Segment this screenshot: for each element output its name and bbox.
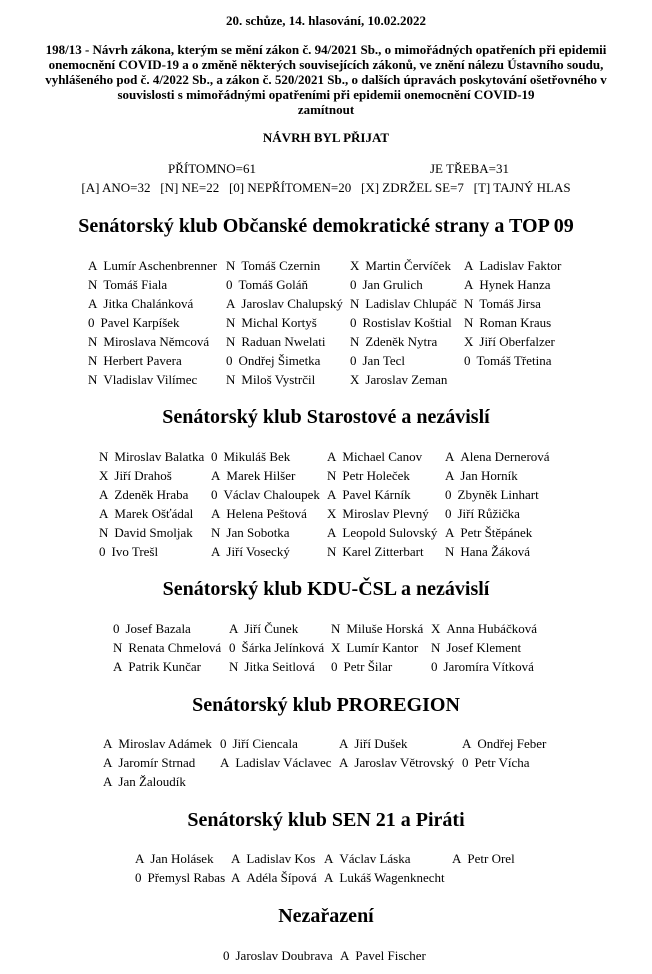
vote-code: A: [226, 296, 236, 311]
member-name: Michael Canov: [342, 449, 423, 464]
member-name: Michal Kortyš: [241, 315, 317, 330]
vote-code: A: [340, 948, 350, 963]
vote-code: A: [88, 296, 98, 311]
member-name: Miroslav Balatka: [114, 449, 205, 464]
session-header: 20. schůze, 14. hlasování, 10.02.2022: [225, 13, 427, 28]
member-name: Jiří Oberfalzer: [479, 334, 555, 349]
member-entry: [226, 334, 350, 353]
member-entry: [211, 487, 327, 506]
vote-code: 0: [226, 353, 233, 368]
member-name: Vladislav Vilímec: [103, 372, 198, 387]
member-name: Mikuláš Bek: [223, 449, 291, 464]
vote-code: X: [331, 640, 341, 655]
vote-code: N: [331, 621, 341, 636]
member-name: Karel Zitterbart: [342, 544, 424, 559]
member-entry: [211, 468, 327, 487]
member-name: Jan Sobotka: [226, 525, 290, 540]
member-entry: [88, 258, 226, 277]
member-name: Leopold Sulovský: [342, 525, 438, 540]
vote-code: X: [350, 372, 360, 387]
member-entry: [324, 851, 452, 870]
member-name: Josef Bazala: [125, 621, 191, 636]
member-entry: [113, 621, 229, 640]
vote-code: A: [464, 277, 474, 292]
member-entry: [350, 334, 464, 353]
member-entry: [99, 544, 211, 563]
member-name: Jan Horník: [460, 468, 518, 483]
vote-code: A: [231, 870, 241, 885]
motion-line: onemocnění COVID-19 a o změně některých souvisejících zákonů, ve znění nálezu Ústavního soudu,: [48, 57, 604, 72]
member-entry: [103, 755, 220, 774]
vote-code: A: [229, 621, 239, 636]
member-name: Jaroslav Chalupský: [241, 296, 343, 311]
member-entry: [445, 468, 555, 487]
member-entry: [350, 296, 464, 315]
member-name: Tomáš Třetina: [476, 353, 552, 368]
member-entry: [113, 659, 229, 678]
club-member-grid: [99, 449, 555, 563]
vote-code: A: [445, 525, 455, 540]
member-name: Ondřej Šimetka: [238, 353, 321, 368]
vote-code: A: [113, 659, 123, 674]
vote-tally: [A] ANO=32 [N] NE=22 [0] NEPŘÍTOMEN=20 [X] ZDRŽEL SE=7 [T] TAJNÝ HLAS: [81, 180, 571, 195]
member-name: Jan Holásek: [150, 851, 214, 866]
member-name: Miluše Horská: [346, 621, 424, 636]
vote-code: A: [445, 449, 455, 464]
club-title: Senátorský klub KDU-ČSL a nezávislí: [162, 578, 490, 600]
member-name: Jan Tecl: [362, 353, 406, 368]
member-entry: [99, 506, 211, 525]
member-entry: [226, 353, 350, 372]
member-name: Jitka Seitlová: [244, 659, 315, 674]
vote-code: A: [99, 487, 109, 502]
vote-code: A: [462, 736, 472, 751]
member-name: Pavel Karpíšek: [100, 315, 180, 330]
vote-code: N: [99, 449, 109, 464]
member-entry: [331, 640, 431, 659]
vote-code: N: [226, 258, 236, 273]
member-entry: [445, 449, 555, 468]
vote-code: A: [327, 487, 337, 502]
member-entry: [327, 468, 445, 487]
member-entry: [327, 525, 445, 544]
club-member-grid: [103, 736, 562, 793]
vote-code: A: [211, 468, 221, 483]
needed-count: JE TŘEBA=31: [430, 161, 509, 176]
member-name: Ivo Trešl: [111, 544, 159, 559]
member-entry: [88, 296, 226, 315]
vote-code: 0: [113, 621, 120, 636]
member-entry: [135, 851, 231, 870]
vote-code: N: [226, 315, 236, 330]
member-entry: [331, 659, 431, 678]
vote-code: N: [445, 544, 455, 559]
vote-code: N: [113, 640, 123, 655]
vote-code: A: [135, 851, 145, 866]
member-entry: [464, 315, 574, 334]
club-member-grid: [113, 621, 541, 678]
member-entry: [445, 487, 555, 506]
member-name: Marek Ošťádal: [114, 506, 194, 521]
member-name: Petr Šilar: [343, 659, 393, 674]
member-name: Lukáš Wagenknecht: [339, 870, 445, 885]
vote-code: 0: [99, 544, 106, 559]
vote-code: 0: [211, 487, 218, 502]
member-name: Jaromíra Vítková: [443, 659, 534, 674]
vote-code: A: [88, 258, 98, 273]
vote-code: X: [99, 468, 109, 483]
member-entry: [229, 640, 331, 659]
member-name: Ondřej Feber: [477, 736, 547, 751]
vote-code: A: [231, 851, 241, 866]
member-name: Lumír Kantor: [346, 640, 419, 655]
vote-code: 0: [229, 640, 236, 655]
vote-code: 0: [445, 506, 452, 521]
vote-code: X: [464, 334, 474, 349]
member-name: Jan Grulich: [362, 277, 423, 292]
member-name: Ladislav Kos: [246, 851, 316, 866]
vote-code: 0: [350, 277, 357, 292]
member-name: Jan Žaloudík: [118, 774, 186, 789]
vote-code: A: [445, 468, 455, 483]
member-name: Jaroslav Doubrava: [235, 948, 333, 963]
vote-code: X: [350, 258, 360, 273]
member-name: Petr Orel: [467, 851, 515, 866]
vote-code: N: [431, 640, 441, 655]
member-name: David Smoljak: [114, 525, 193, 540]
present-count: PŘÍTOMNO=61: [168, 161, 256, 176]
member-name: Ladislav Faktor: [479, 258, 562, 273]
member-entry: [339, 736, 462, 755]
member-name: Anna Hubáčková: [446, 621, 537, 636]
member-name: Jaroslav Zeman: [365, 372, 448, 387]
vote-code: A: [339, 755, 349, 770]
member-name: Zbyněk Linhart: [457, 487, 539, 502]
member-entry: [211, 544, 327, 563]
club-title: Senátorský klub PROREGION: [192, 694, 460, 716]
member-name: Petr Vícha: [474, 755, 530, 770]
member-entry: [103, 774, 220, 793]
vote-code: N: [350, 296, 360, 311]
member-entry: [211, 449, 327, 468]
member-name: Miloš Vystrčil: [241, 372, 316, 387]
vote-code: A: [327, 449, 337, 464]
vote-code: N: [350, 334, 360, 349]
member-name: Jiří Čunek: [244, 621, 299, 636]
vote-code: 0: [135, 870, 142, 885]
motion-line: souvislosti s mimořádnými opatřeními při epidemii onemocnění COVID-19: [117, 87, 535, 102]
member-entry: [462, 755, 562, 774]
motion-text: [30, 42, 622, 117]
member-name: Alena Dernerová: [460, 449, 550, 464]
vote-code: 0: [211, 449, 218, 464]
vote-code: N: [88, 353, 98, 368]
vote-code: A: [103, 774, 113, 789]
motion-line: 198/13 - Návrh zákona, kterým se mění zákon č. 94/2021 Sb., o mimořádných opatřeních při epidemii: [45, 42, 607, 57]
member-entry: [99, 525, 211, 544]
vote-code: N: [88, 334, 98, 349]
member-entry: [445, 506, 555, 525]
vote-code: N: [464, 315, 474, 330]
member-entry: [113, 640, 229, 659]
member-name: Šárka Jelínková: [241, 640, 325, 655]
member-entry: [350, 353, 464, 372]
vote-code: 0: [431, 659, 438, 674]
vote-code: A: [452, 851, 462, 866]
member-entry: [350, 258, 464, 277]
club-member-grid: [223, 948, 440, 967]
member-name: Pavel Kárník: [342, 487, 411, 502]
member-entry: [135, 870, 231, 889]
member-entry: [99, 468, 211, 487]
member-name: Zdeněk Hraba: [114, 487, 189, 502]
member-name: Miroslav Plevný: [342, 506, 429, 521]
vote-code: 0: [350, 353, 357, 368]
vote-code: A: [103, 736, 113, 751]
member-name: Tomáš Czernin: [241, 258, 321, 273]
member-entry: [226, 277, 350, 296]
club-member-grid: [88, 258, 574, 391]
member-name: Jiří Dušek: [354, 736, 408, 751]
member-entry: [340, 948, 440, 967]
member-name: Herbert Pavera: [103, 353, 182, 368]
member-name: Adéla Šípová: [246, 870, 317, 885]
member-entry: [431, 621, 541, 640]
member-entry: [229, 621, 331, 640]
vote-code: N: [88, 372, 98, 387]
vote-code: A: [220, 755, 230, 770]
vote-code: A: [464, 258, 474, 273]
member-entry: [327, 487, 445, 506]
member-name: Jitka Chalánková: [103, 296, 194, 311]
member-name: Jiří Růžička: [457, 506, 520, 521]
club-title: Senátorský klub Starostové a nezávislí: [162, 406, 490, 428]
vote-code: A: [324, 870, 334, 885]
member-name: Lumír Aschenbrenner: [103, 258, 218, 273]
vote-code: N: [226, 334, 236, 349]
member-name: Václav Chaloupek: [223, 487, 320, 502]
motion-decision: zamítnout: [297, 102, 355, 117]
member-entry: [88, 277, 226, 296]
member-entry: [231, 870, 324, 889]
member-entry: [220, 755, 339, 774]
member-name: Rostislav Koštial: [362, 315, 452, 330]
member-entry: [464, 353, 574, 372]
club-title: Senátorský klub Občanské demokratické strany a TOP 09: [78, 215, 574, 237]
member-entry: [211, 506, 327, 525]
vote-result: NÁVRH BYL PŘIJAT: [262, 130, 390, 145]
member-entry: [350, 372, 464, 391]
member-name: Zdeněk Nytra: [365, 334, 438, 349]
member-entry: [431, 640, 541, 659]
vote-code: 0: [464, 353, 471, 368]
member-name: Tomáš Fiala: [103, 277, 168, 292]
vote-code: X: [431, 621, 441, 636]
vote-code: 0: [220, 736, 227, 751]
member-entry: [226, 296, 350, 315]
member-entry: [445, 544, 555, 563]
member-name: Hana Žáková: [460, 544, 531, 559]
member-name: Ladislav Václavec: [235, 755, 332, 770]
member-entry: [327, 506, 445, 525]
member-name: Miroslav Adámek: [118, 736, 212, 751]
member-entry: [350, 315, 464, 334]
member-name: Jiří Drahoš: [114, 468, 172, 483]
member-entry: [331, 621, 431, 640]
member-entry: [226, 258, 350, 277]
member-name: Tomáš Jirsa: [479, 296, 541, 311]
member-entry: [88, 334, 226, 353]
member-entry: [231, 851, 324, 870]
member-name: Pavel Fischer: [355, 948, 426, 963]
vote-code: N: [99, 525, 109, 540]
vote-code: 0: [223, 948, 230, 963]
member-entry: [88, 372, 226, 391]
vote-code: A: [324, 851, 334, 866]
club-title: Senátorský klub SEN 21 a Piráti: [187, 809, 465, 831]
member-entry: [88, 315, 226, 334]
vote-code: 0: [350, 315, 357, 330]
vote-code: X: [327, 506, 337, 521]
member-entry: [327, 449, 445, 468]
member-entry: [462, 736, 562, 755]
member-name: Raduan Nwelati: [241, 334, 326, 349]
member-entry: [226, 372, 350, 391]
member-name: Petr Holeček: [342, 468, 410, 483]
member-entry: [464, 277, 574, 296]
member-name: Roman Kraus: [479, 315, 552, 330]
vote-code: N: [327, 468, 337, 483]
member-entry: [103, 736, 220, 755]
member-name: Petr Štěpánek: [460, 525, 533, 540]
vote-code: 0: [331, 659, 338, 674]
club-member-grid: [135, 851, 532, 889]
member-entry: [324, 870, 452, 889]
club-title: Nezařazení: [278, 905, 374, 927]
member-entry: [445, 525, 555, 544]
member-entry: [431, 659, 541, 678]
vote-code: 0: [445, 487, 452, 502]
member-name: Marek Hilšer: [226, 468, 296, 483]
member-entry: [223, 948, 340, 967]
vote-code: A: [339, 736, 349, 751]
member-entry: [229, 659, 331, 678]
vote-code: N: [226, 372, 236, 387]
vote-code: N: [327, 544, 337, 559]
member-entry: [464, 258, 574, 277]
member-name: Miroslava Němcová: [103, 334, 210, 349]
member-name: Jiří Ciencala: [232, 736, 298, 751]
member-name: Josef Klement: [446, 640, 522, 655]
member-name: Jaroslav Větrovský: [354, 755, 455, 770]
member-name: Hynek Hanza: [479, 277, 551, 292]
member-name: Ladislav Chlupáč: [365, 296, 457, 311]
member-entry: [226, 315, 350, 334]
member-entry: [464, 334, 574, 353]
vote-code: N: [464, 296, 474, 311]
member-name: Přemysl Rabas: [147, 870, 226, 885]
vote-code: N: [229, 659, 239, 674]
member-name: Martin Červíček: [365, 258, 451, 273]
motion-line: vyhlášeného pod č. 4/2022 Sb., a zákon č. 520/2021 Sb., o dalších úpravách poskytování ošetřovného v: [45, 72, 607, 87]
member-entry: [88, 353, 226, 372]
vote-code: N: [211, 525, 221, 540]
member-name: Patrik Kunčar: [128, 659, 201, 674]
member-entry: [464, 296, 574, 315]
vote-code: 0: [88, 315, 95, 330]
member-entry: [327, 544, 445, 563]
member-entry: [99, 487, 211, 506]
member-name: Renata Chmelová: [128, 640, 222, 655]
vote-code: 0: [462, 755, 469, 770]
member-name: Jaromír Strnad: [118, 755, 196, 770]
member-entry: [211, 525, 327, 544]
member-name: Jiří Vosecký: [226, 544, 290, 559]
vote-code: A: [103, 755, 113, 770]
vote-code: A: [99, 506, 109, 521]
vote-code: A: [211, 506, 221, 521]
vote-code: A: [327, 525, 337, 540]
member-entry: [350, 277, 464, 296]
member-entry: [452, 851, 532, 870]
member-name: Tomáš Goláň: [238, 277, 308, 292]
member-entry: [220, 736, 339, 755]
member-name: Helena Peštová: [226, 506, 307, 521]
vote-code: 0: [226, 277, 233, 292]
vote-code: A: [211, 544, 221, 559]
member-entry: [99, 449, 211, 468]
vote-code: N: [88, 277, 98, 292]
member-name: Václav Láska: [339, 851, 411, 866]
member-entry: [339, 755, 462, 774]
